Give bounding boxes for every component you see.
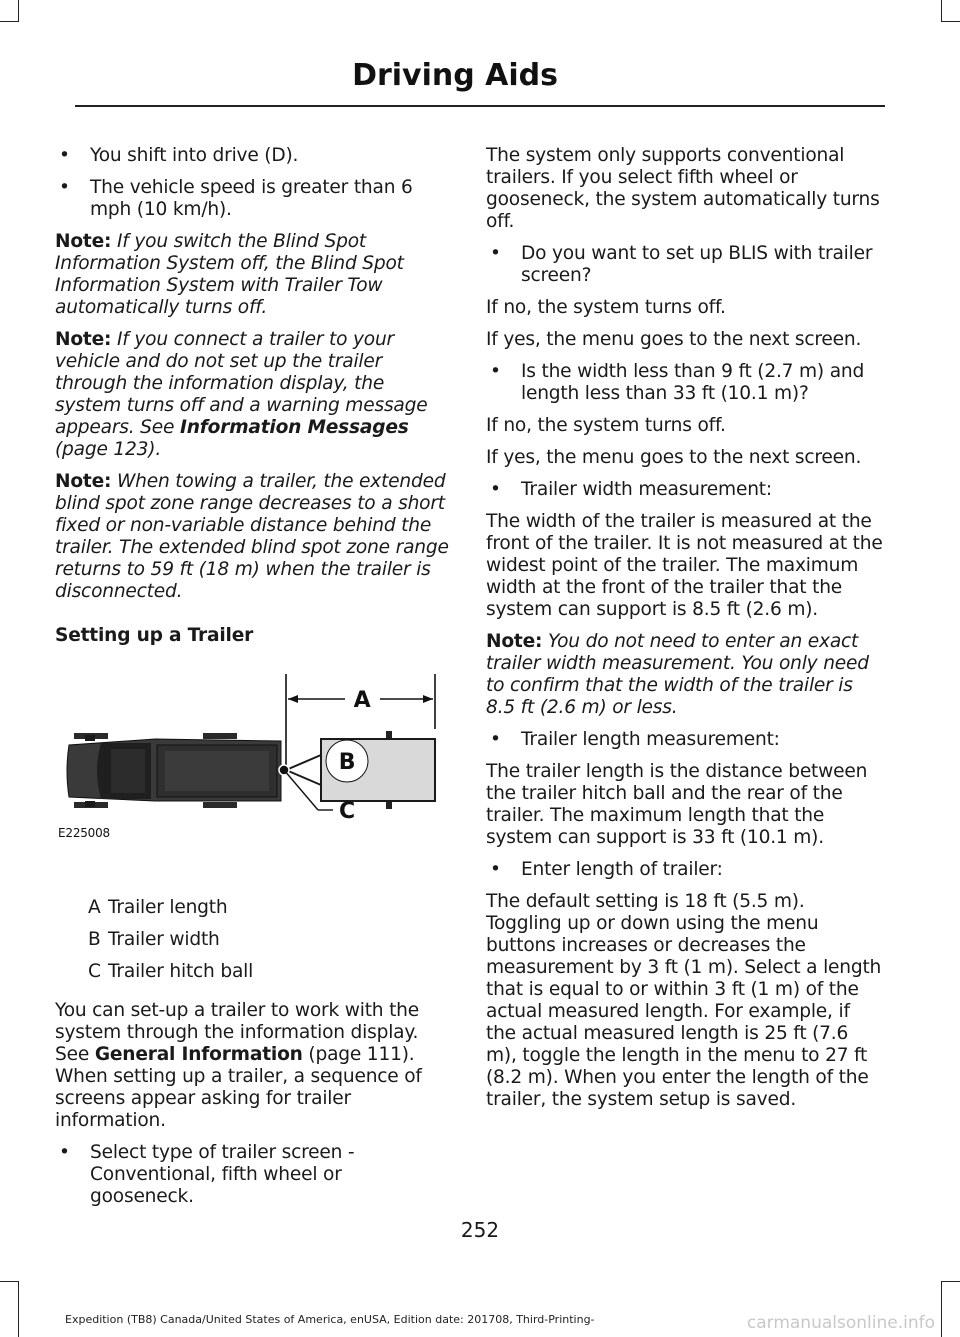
body-paragraph: If no, the system turns off. [486, 415, 726, 436]
section-title: Driving Aids [352, 58, 558, 93]
trailer-diagram [55, 669, 450, 884]
bullet-item [486, 729, 884, 751]
crop-mark [941, 1281, 942, 1337]
bullet-text: Select type of trailer screen - Conventional, fifth wheel or gooseneck. [90, 1142, 355, 1207]
crop-mark [18, 0, 19, 22]
legend-text: Trailer width [108, 929, 220, 950]
note-text: When towing a trailer, the extended blind spot zone range decreases to a short fixed or non-variable distance behind the trailer. The extended blind spot zone range returns to 59 ft (18 m) when the trailer is disconnected. [55, 471, 449, 602]
side-mirror [85, 735, 95, 741]
legend-row [55, 892, 450, 924]
bullet-dot: • [490, 479, 501, 500]
bullet-dot: • [490, 859, 501, 880]
section-heading: Setting up a Trailer [55, 625, 254, 646]
bullet-item [486, 243, 884, 287]
legend-text: Trailer hitch ball [108, 961, 254, 982]
body-paragraph [55, 1000, 450, 1132]
watermark: carmanualsonline.info [746, 1313, 935, 1333]
cross-reference-link[interactable]: General Information [94, 1044, 303, 1065]
truck-bed-floor [165, 751, 269, 791]
bullet-item [486, 859, 884, 881]
bullet-dot: • [59, 1142, 70, 1163]
label-b: B [338, 750, 356, 775]
crop-mark [0, 1281, 19, 1282]
truck-wheel [203, 802, 237, 808]
bullet-item [486, 479, 884, 501]
body-paragraph: The width of the trailer is measured at the front of the trailer. It is not measured at the widest point of the trailer. The maximum width at the front of the trailer that the system can support is 8.5 ft (2.6 m). [486, 511, 883, 620]
note-label: Note: [55, 231, 112, 252]
crop-mark [0, 21, 19, 22]
legend-key: A [88, 897, 101, 918]
page-number: 252 [460, 1218, 500, 1242]
crop-mark [941, 21, 960, 22]
legend-row [55, 956, 450, 988]
bullet-dot: • [490, 361, 501, 382]
arrow-head [423, 695, 433, 703]
cross-reference-link[interactable]: Information Messages [180, 417, 409, 438]
bullet-text: Trailer width measurement: [521, 479, 772, 500]
bullet-text: Enter length of trailer: [521, 859, 723, 880]
footer-text: Expedition (TB8) Canada/United States of America, enUSA, Edition date: 201708, Third-Printing- [65, 1313, 595, 1326]
crop-mark [941, 0, 942, 22]
label-c: C [339, 799, 355, 824]
bullet-dot: • [490, 243, 501, 264]
body-paragraph: The trailer length is the distance between the trailer hitch ball and the rear of the trailer. The maximum length that the system can support is 33 ft (10.1 m). [486, 761, 868, 848]
truck-wheel [203, 733, 237, 739]
arrow-head [288, 695, 298, 703]
page-reference: (page 123). [55, 439, 162, 460]
bullet-text: Do you want to set up BLIS with trailer screen? [521, 243, 873, 286]
paragraph-text: You can set-up a trailer to work with the system through the information display. See [55, 1000, 420, 1065]
label-a: A [353, 688, 371, 713]
note-paragraph [55, 471, 450, 603]
bullet-item [55, 177, 450, 221]
body-paragraph: If yes, the menu goes to the next screen. [486, 447, 862, 468]
header-rule [75, 105, 885, 107]
bullet-text: Is the width less than 9 ft (2.7 m) and length less than 33 ft (10.1 m)? [521, 361, 865, 404]
note-label: Note: [55, 471, 112, 492]
bullet-item [486, 361, 884, 405]
note-text: You do not need to enter an exact trailer width measurement. You only need to confirm that the width of the trailer is 8.5 ft (2.6 m) or less. [486, 631, 869, 718]
note-label: Note: [55, 329, 112, 350]
legend-key: B [88, 929, 101, 950]
bullet-text: Trailer length measurement: [521, 729, 780, 750]
legend-text: Trailer length [108, 897, 228, 918]
crop-mark [941, 1281, 960, 1282]
bullet-dot: • [59, 145, 70, 166]
note-paragraph [55, 329, 450, 461]
bullet-dot: • [59, 177, 70, 198]
legend-row [55, 924, 450, 956]
legend-key: C [88, 961, 101, 982]
bullet-item [55, 145, 450, 167]
body-paragraph: If no, the system turns off. [486, 297, 726, 318]
note-paragraph [486, 631, 884, 719]
figure-legend [55, 892, 450, 988]
body-paragraph: If yes, the menu goes to the next screen. [486, 329, 862, 350]
note-label: Note: [486, 631, 543, 652]
note-text: If you switch the Blind Spot Information System off, the Blind Spot Information System with Trailer Tow automatically turns off. [55, 231, 404, 318]
left-column [55, 145, 450, 1218]
side-mirror [85, 801, 95, 807]
note-text: If you connect a trailer to your vehicle and do not set up the trailer through the information display, the system turns off and a warning message appears. See [55, 329, 428, 438]
right-column [486, 145, 884, 1121]
bullet-dot: • [490, 729, 501, 750]
crop-mark [18, 1281, 19, 1337]
paragraph-text: (page 111). When setting up a trailer, a sequence of screens appear asking for trailer information. [55, 1044, 422, 1131]
bullet-text: You shift into drive (D). [90, 145, 299, 166]
body-paragraph: The default setting is 18 ft (5.5 m). Toggling up or down using the menu buttons increases or decreases the measurement by 3 ft (1 m). Select a length that is equal to or within 3 ft (1 m) of the actual measured length. For example, if the actual measured length is 25 ft (7.6 m), toggle the length in the menu to 27 ft (8.2 m). When you enter the length of the trailer, the system setup is saved. [486, 891, 882, 1110]
truck-roof [111, 749, 145, 793]
trailer-tongue [286, 755, 321, 770]
note-paragraph [55, 231, 450, 319]
trailer-diagram-svg [55, 669, 450, 884]
body-paragraph: The system only supports conventional trailers. If you select fifth wheel or gooseneck, the system automatically turns off. [486, 145, 880, 232]
figure-code: E225008 [58, 826, 110, 840]
bullet-text: The vehicle speed is greater than 6 mph (10 km/h). [90, 177, 413, 220]
bullet-item [55, 1142, 450, 1208]
